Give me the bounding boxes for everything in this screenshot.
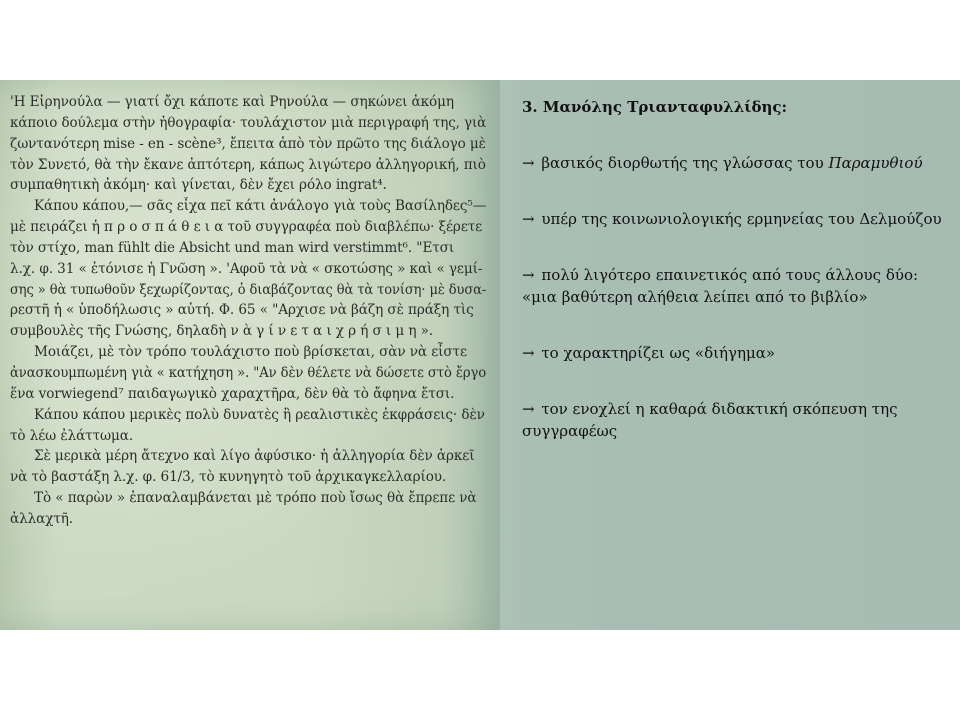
arrow-icon: →	[522, 210, 535, 228]
scan-line: κάποιο δούλεμα στὴν ἠθογραφία· τουλάχιστον μιὰ περιγραφή της, γιὰ	[10, 114, 486, 131]
arrow-icon: →	[522, 266, 535, 284]
scan-line: Κάπου κάπου μερικὲς πολὺ δυνατὲς ἢ ρεαλιστικὲς ἐκφράσεις· δὲν	[34, 406, 485, 423]
scan-line: Σὲ μερικὰ μέρη ἄτεχνο καὶ λίγο ἀφύσικο· ἡ ἀλληγορία δὲν ἀρκεῖ	[34, 448, 475, 465]
note-item-3	[522, 264, 952, 308]
scan-line: Κάπου κάπου,— σᾶς εἶχα πεῖ κάτι ἀνάλογο γιὰ τοὺς Βασίληδες⁵—	[34, 198, 486, 215]
scan-line: νὰ τὸ βαστάξη λ.χ. φ. 61/3, τὸ κυνηγητὸ τοῦ ἀρχικαγκελλαρίου.	[10, 469, 447, 486]
note-text: υπέρ της κοινωνιολογικής ερμηνείας του Δελμούζου	[536, 210, 942, 228]
scan-line: λ.χ. φ. 31 « ἐτόνισε ἡ Γνῶση ». 'Αφοῦ τὰ νὰ « σκοτώσης » καὶ « γεμί-	[10, 260, 483, 277]
scan-line: συμβουλὲς τῆς Γνώσης, δηλαδὴ ν ὰ γ ί ν ε τ α ι χ ρ ή σ ι μ η ».	[10, 323, 434, 340]
arrow-icon: →	[522, 344, 535, 362]
notes-panel	[522, 96, 952, 476]
scan-line: ἀνασκουμπωμένη γιὰ « κατήχηση ». "Αν δὲν θέλετε νὰ δώσετε στὸ ἔργο	[10, 364, 486, 381]
note-item-1	[522, 152, 952, 174]
scan-line: τὸ λέω ἐλάττωμα.	[10, 427, 134, 444]
scan-line: Τὸ « παρὼν » ἐπαναλαμβάνεται μὲ τρόπο ποὺ ἴσως θὰ ἔπρεπε νὰ	[34, 490, 477, 507]
scan-line: συμπαθητικὴ ἀκόμη· καὶ γίνεται, δὲν ἔχει ρόλο ingrat⁴.	[10, 177, 387, 194]
note-item-4	[522, 342, 952, 364]
note-text: πολύ λιγότερο επαινετικός από τους άλλους δύο: «μια βαθύτερη αλήθεια λείπει από το βιβλίο»	[522, 266, 919, 306]
note-text: το χαρακτηρίζει ως «διήγημα»	[536, 344, 776, 362]
note-text: τον ενοχλεί η καθαρά διδακτική σκόπευση της συγγραφέως	[522, 400, 898, 440]
scan-line: ρεστῆ ἡ « ὑποδήλωσις » αὐτή. Φ. 65 « "Αρχισε νὰ βάζη σὲ πράξη τὶς	[10, 302, 474, 319]
scanned-book-page	[0, 80, 500, 630]
scan-line: μὲ πειράζει ἡ π ρ ο σ π ά θ ε ι α τοῦ συγγραφέα ποὺ διαβλέπω· ξέρετε	[10, 219, 483, 236]
scan-line: 'Η Εἰρηνούλα — γιατί ὄχι κάποτε καὶ Ρηνούλα — σηκώνει ἀκόμη	[10, 94, 454, 110]
note-text: βασικός διορθωτής της γλώσσας του	[536, 154, 829, 172]
scan-line: Μοιάζει, μὲ τὸν τρόπο τουλάχιστο ποὺ βρίσκεται, σὰν νὰ εἶστε	[34, 344, 467, 361]
arrow-icon: →	[522, 154, 535, 172]
scanned-text-block	[10, 92, 486, 530]
scan-line: ἕνα vorwiegend⁷ παιδαγωγικὸ χαραχτῆρα, δὲν θὰ τὸ ἄφηνα ἔτσι.	[10, 385, 455, 402]
note-italic-text: Παραμυθιού	[828, 154, 923, 172]
scan-line: ἀλλαχτῆ.	[10, 510, 74, 527]
scan-line: σης » θὰ τυπωθοῦν ξεχωρίζοντας, ὁ διαβάζοντας θὰ τὰ τονίση· μὲ δυσα-	[10, 281, 486, 298]
scan-line: τὸν στίχο, man fühlt die Absicht und man wird verstimmt⁶. "Ετσι	[10, 239, 455, 256]
notes-heading: 3. Μανόλης Τριανταφυλλίδης:	[522, 98, 788, 116]
note-item-2	[522, 208, 952, 230]
note-item-5	[522, 398, 952, 442]
arrow-icon: →	[522, 400, 535, 418]
slide	[0, 80, 960, 630]
scan-line: τὸν Συνετό, θὰ τὴν ἔκανε ἀπτότερη, κάπως λιγώτερο ἀλληγορική, πιὸ	[10, 156, 486, 173]
scan-line: ζωντανότερη mise - en - scène³, ἔπειτα ἀπὸ τὸν πρῶτο της διάλογο μὲ	[10, 135, 486, 152]
